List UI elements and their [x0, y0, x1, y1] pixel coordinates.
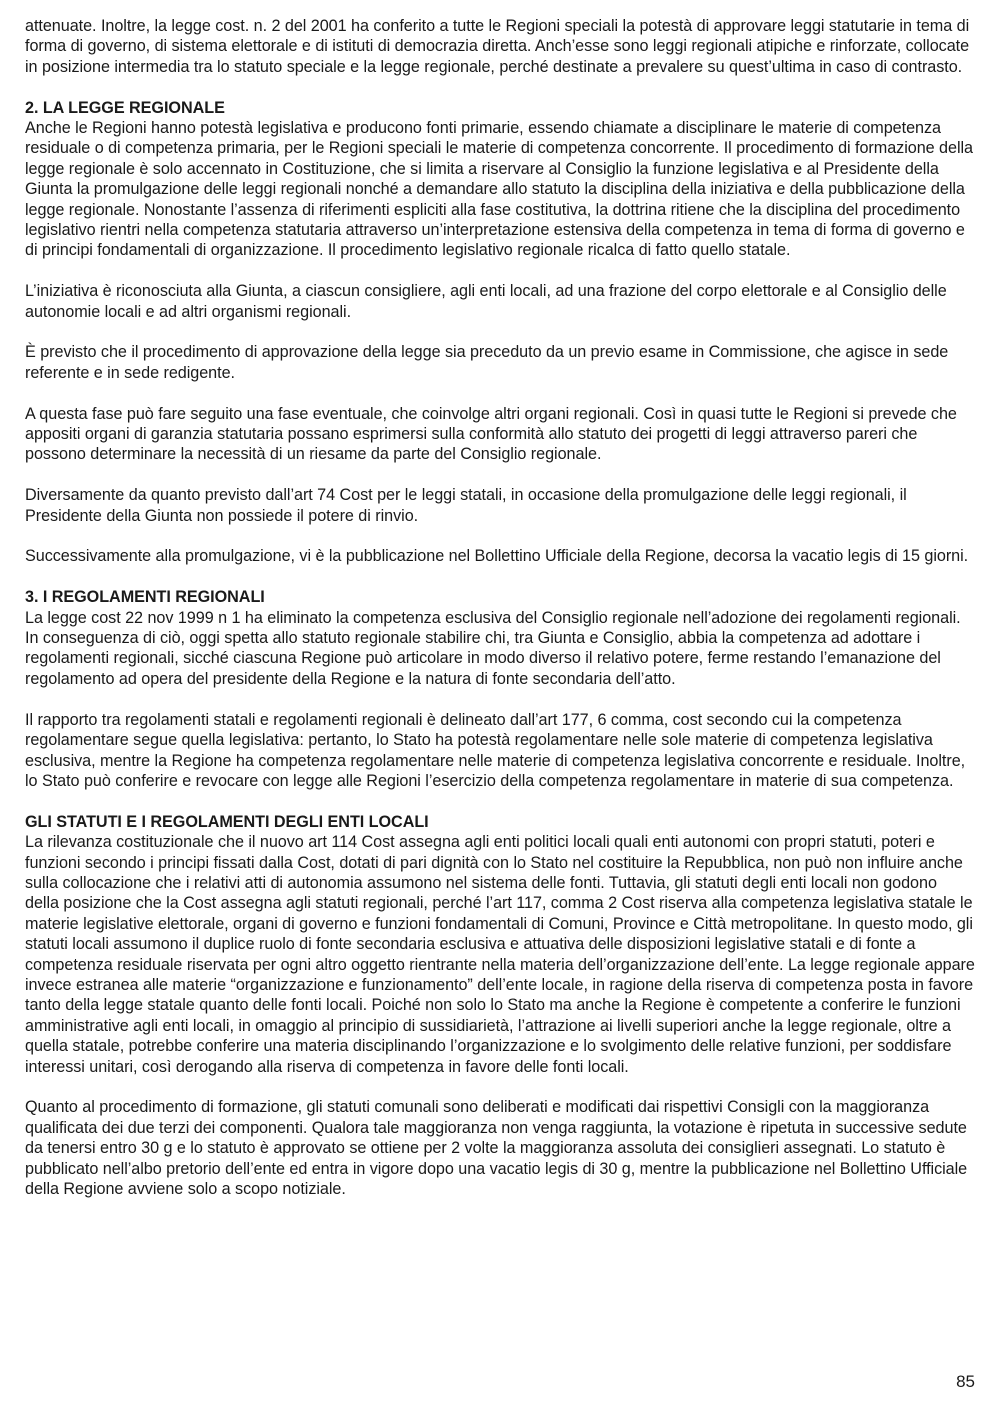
paragraph: A questa fase può fare seguito una fase eventuale, che coinvolge altri organi regionali. Così in quasi tutte le Regioni si prevede che appositi organi di garanzia statutaria possano esprimersi sulla conformità allo statuto dei progetti di leggi attraverso pareri che possono determinare la necessità di un riesame da parte del Consiglio regionale.	[25, 404, 957, 464]
section-enti-locali	[25, 812, 975, 1200]
page-body	[25, 16, 975, 1220]
paragraph: Anche le Regioni hanno potestà legislativa e producono fonti primarie, essendo chiamate a disciplinare le materie di competenza residuale o di competenza primaria, per le Regioni speciali le materie di competenza concorrente. Il procedimento di formazione della legge regionale è solo accennato in Costituzione, che si limita a riservare al Consiglio la funzione legislativa e al Presidente della Giunta la promulgazione delle leggi regionali nonché a demandare allo statuto la disciplina della iniziativa e della pubblicazione della legge regionale. Nonostante l’assenza di riferimenti espliciti alla fase costitutiva, la dottrina ritiene che la disciplina del procedimento legislativo rientri nella competenza statutaria attraverso un’interpretazione estensiva della competenza in tema di forma di governo e di principi fondamentali di organizzazione. Il procedimento legislativo regionale ricalca di fatto quello statale.	[25, 119, 974, 260]
paragraph: È previsto che il procedimento di approvazione della legge sia preceduto da un previo esame in Commissione, che agisce in sede referente e in sede redigente.	[25, 343, 949, 382]
paragraph: Il rapporto tra regolamenti statali e regolamenti regionali è delineato dall’art 177, 6 comma, cost secondo cui la competenza regolamentare segue quella legislativa: pertanto, lo Stato ha potestà regolamentare nelle sole materie di competenza legislativa esclusiva, mentre la Regione ha competenza regolamentare nelle materie di competenza legislativa concorrente e residuale. Inoltre, lo Stato può conferire e revocare con legge alle Regioni l’esercizio della competenza regolamentare in materie di sua competenza.	[25, 710, 966, 790]
section-regolamenti-regionali	[25, 587, 975, 791]
paragraph: La rilevanza costituzionale che il nuovo art 114 Cost assegna agli enti politici locali quali enti autonomi con propri statuti, poteri e funzioni secondo i principi fissati dalla Cost, dotati di pari dignità con lo Stato nel costituire la Repubblica, non può non influire anche sulla collocazione che i relativi atti di autonomia assumono nel sistema delle fonti. Tuttavia, gli statuti degli enti locali non godono della posizione che la Cost assegna agli statuti regionali, perché l’art 117, comma 2 Cost riserva alla competenza legislativa statale le materie legislative elettorale, organi di governo e funzioni fondamentali di Comuni, Province e Città metropolitane. In questo modo, gli statuti locali assumono il duplice ruolo di fonte secondaria esclusiva e attuativa delle disposizioni legislative statali e di fonte a competenza residuale riservata per ogni altro oggetto rientrante nella materia dell’organizzazione dell’ente. La legge regionale appare invece estranea alle materie “organizzazione e funzionamento” dell’ente locale, in ragione della riserva di competenza posta in favore tanto della legge statale quanto delle fonti locali. Poiché non solo lo Stato ma anche la Regione è competente a conferire le funzioni amministrative agli enti locali, in omaggio al principio di sussidiarietà, l’attrazione ai livelli superiori anche la legge regionale, oltre a quella statale, potrebbe conferire una materia disciplinando l’organizzazione e lo svolgimento delle relative funzioni, per soddisfare interessi unitari, così derogando alla riserva di competenza in favore delle fonti locali.	[25, 833, 975, 1076]
paragraph: Quanto al procedimento di formazione, gli statuti comunali sono deliberati e modificati dai rispettivi Consigli con la maggioranza qualificata dei due terzi dei componenti. Qualora tale maggioranza non venga raggiunta, la votazione è ripetuta in successive sedute da tenersi entro 30 g e lo statuto è approvato se ottiene per 2 volte la maggioranza assoluta dei consiglieri assegnati. Lo statuto è pubblicato nell’albo pretorio dell’ente ed entra in vigore dopo una vacatio legis di 30 g, mentre la pubblicazione nel Bollettino Ufficiale della Regione avviene solo a scopo notiziale.	[25, 1098, 968, 1198]
section-intro	[25, 16, 975, 77]
section-heading: GLI STATUTI E I REGOLAMENTI DEGLI ENTI LOCALI	[25, 812, 429, 831]
page-number: 85	[956, 1372, 975, 1391]
paragraph: attenuate. Inoltre, la legge cost. n. 2 del 2001 ha conferito a tutte le Regioni speciali la potestà di approvare leggi statutarie in tema di forma di governo, di sistema elettorale e di istituti di democrazia diretta. Anch’esse sono leggi regionali atipiche e rinforzate, collocate in posizione intermedia tra lo statuto speciale e la legge regionale, perché destinate a prevalere su quest’ultima in caso di contrasto.	[25, 17, 970, 76]
paragraph: Successivamente alla promulgazione, vi è la pubblicazione nel Bollettino Ufficiale della Regione, decorsa la vacatio legis di 15 giorni.	[25, 547, 969, 566]
paragraph: Diversamente da quanto previsto dall’art 74 Cost per le leggi statali, in occasione della promulgazione delle leggi regionali, il Presidente della Giunta non possiede il potere di rinvio.	[25, 486, 907, 525]
paragraph: L’iniziativa è riconosciuta alla Giunta, a ciascun consigliere, agli enti locali, ad una frazione del corpo elettorale e al Consiglio delle autonomie locali e ad altri organismi regionali.	[25, 282, 947, 321]
section-heading: 2. LA LEGGE REGIONALE	[25, 98, 225, 117]
section-heading: 3. I REGOLAMENTI REGIONALI	[25, 588, 265, 607]
paragraph: La legge cost 22 nov 1999 n 1 ha eliminato la competenza esclusiva del Consiglio regionale nell’adozione dei regolamenti regionali. In conseguenza di ciò, oggi spetta allo statuto regionale stabilire chi, tra Giunta e Consiglio, abbia la competenza ad adottare i regolamenti regionali, sicché ciascuna Regione può articolare in modo diverso il relativo potere, ferme restando l’emanazione del regolamento ad opera del presidente della Regione e la natura di fonte secondaria dell’atto.	[25, 608, 961, 688]
section-legge-regionale	[25, 98, 975, 567]
